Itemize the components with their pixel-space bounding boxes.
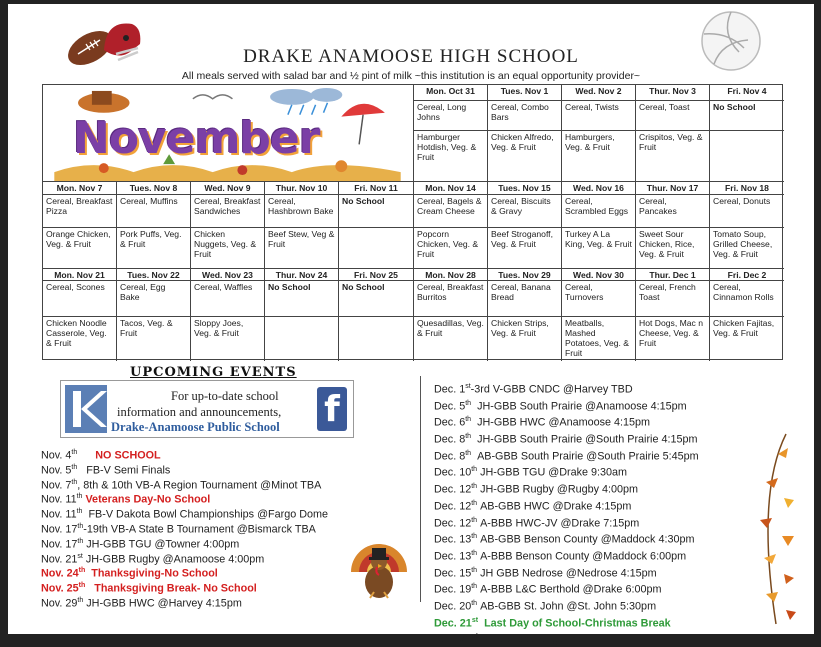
event-description: JH GBB Nedrose @Nedrose 4:15pm	[480, 567, 657, 580]
event-date-suffix: th	[77, 596, 84, 604]
event-date-suffix: th	[471, 533, 478, 541]
calendar-day-header: Wed. Nov 9	[191, 182, 265, 195]
november-banner	[43, 85, 414, 182]
calendar-meal-cell: Crispitos, Veg. & Fruit	[636, 131, 710, 182]
facebook-icon[interactable]: f	[317, 387, 347, 431]
calendar-day-header: Thur. Nov 3	[636, 85, 710, 101]
calendar-day-header: Fri. Dec 2	[710, 269, 784, 281]
event-description: AB-GBB Benson County @Maddock 4:30pm	[480, 533, 695, 546]
event-date: Dec. 13	[434, 550, 472, 563]
calendar-meal-cell: Cereal, Muffins	[117, 195, 191, 228]
calendar-day-header: Thur. Nov 24	[265, 269, 339, 281]
calendar-meal-cell: Cereal, Donuts	[710, 195, 784, 228]
event-description: AB-GBB St. John @St. John 5:30pm	[480, 600, 657, 613]
calendar-meal-cell	[339, 228, 414, 269]
event-description: A-BBB L&C Berthold @Drake 6:00pm	[480, 583, 662, 596]
event-date-suffix: th	[471, 516, 478, 524]
calendar-day-header: Mon. Nov 28	[414, 269, 488, 281]
event-description: AB-GBB HWC @Drake 4:15pm	[480, 500, 632, 513]
calendar-meal-cell: Meatballs, Mashed Potatoes, Veg. & Fruit	[562, 317, 636, 361]
event-date-suffix: th	[77, 537, 84, 545]
event-item	[41, 536, 328, 551]
event-date-suffix: th	[471, 466, 478, 474]
event-item	[434, 447, 699, 464]
event-date: Nov. 5	[41, 464, 72, 477]
event-item	[434, 614, 699, 631]
event-description: AB-GBB South Prairie @South Prairie 5:45pm	[477, 450, 699, 463]
facebook-info-box[interactable]	[60, 380, 354, 438]
event-item	[434, 480, 699, 497]
calendar-meal-cell: Beef Stroganoff, Veg. & Fruit	[488, 228, 562, 269]
event-item	[41, 477, 328, 492]
event-date: Nov. 17	[41, 523, 78, 536]
events-divider	[420, 376, 421, 602]
calendar-day-header: Mon. Nov 7	[43, 182, 117, 195]
event-date: Dec. 21	[434, 633, 472, 646]
calendar-meal-cell: Cereal, Long Johns	[414, 101, 488, 131]
calendar-day-header: Thur. Nov 17	[636, 182, 710, 195]
calendar-meal-cell: Cereal, Hashbrown Bake	[265, 195, 339, 228]
event-date: Nov. 21	[41, 553, 78, 566]
calendar-meal-cell: No School	[265, 281, 339, 317]
calendar-day-header: Fri. Nov 18	[710, 182, 784, 195]
event-date-suffix: st	[77, 552, 83, 560]
calendar-day-header: Thur. Dec 1	[636, 269, 710, 281]
event-date-suffix: st	[471, 633, 479, 641]
event-date: Nov. 11	[41, 493, 77, 506]
event-description: JH-GBB TGU @Towner 4:00pm	[86, 538, 240, 551]
calendar-meal-cell: Sweet Sour Chicken, Rice, Veg. & Fruit	[636, 228, 710, 269]
meal-notice: All meals served with salad bar and ½ pint of milk ~this institution is an equal opportunity provider~	[181, 70, 641, 82]
event-description: End Second Quarter	[484, 633, 589, 646]
event-item	[434, 380, 699, 397]
calendar-meal-cell: Chicken Strips, Veg. & Fruit	[488, 317, 562, 361]
event-item	[41, 506, 328, 521]
events-list-right	[434, 380, 699, 647]
event-date-suffix: th	[471, 583, 478, 591]
event-description: FB-V Semi Finals	[86, 464, 171, 477]
event-description: JH-GBB South Prairie @Anamoose 4:15pm	[477, 400, 687, 413]
fb-info-line1: For up-to-date school	[171, 389, 279, 403]
event-item	[41, 491, 328, 506]
calendar-meal-cell: No School	[339, 195, 414, 228]
calendar-day-header: Tues. Nov 15	[488, 182, 562, 195]
event-description: Thanksgiving-No School	[91, 567, 218, 580]
event-date-suffix: th	[71, 463, 78, 471]
lunch-calendar-grid	[42, 84, 783, 360]
calendar-meal-cell: Cereal, Breakfast Pizza	[43, 195, 117, 228]
event-date-suffix: th	[465, 433, 472, 441]
event-item	[434, 413, 699, 430]
event-date-suffix: th	[471, 566, 478, 574]
calendar-meal-cell: Popcorn Chicken, Veg. & Fruit	[414, 228, 488, 269]
calendar-meal-cell: Chicken Noodle Casserole, Veg. & Fruit	[43, 317, 117, 361]
event-date: Dec. 13	[434, 533, 472, 546]
event-item	[434, 580, 699, 597]
event-description: A-BBB HWC-JV @Drake 7:15pm	[480, 517, 640, 530]
event-date: Dec. 12	[434, 517, 472, 530]
school-k-logo-icon	[65, 385, 107, 433]
event-item	[41, 580, 328, 595]
event-date: Dec. 8	[434, 433, 466, 446]
calendar-meal-cell: Cereal, Pancakes	[636, 195, 710, 228]
calendar-day-header: Tues. Nov 8	[117, 182, 191, 195]
event-item	[434, 547, 699, 564]
calendar-meal-cell: Cereal, Twists	[562, 101, 636, 131]
event-date: Nov. 29	[41, 597, 78, 610]
calendar-day-header: Wed. Nov 2	[562, 85, 636, 101]
event-item	[434, 630, 699, 647]
upcoming-events-heading: UPCOMING EVENTS	[130, 365, 297, 380]
event-date-suffix: th	[465, 399, 472, 407]
event-date-suffix: th	[71, 449, 78, 456]
calendar-day-header: Wed. Nov 16	[562, 182, 636, 195]
event-item	[434, 430, 699, 447]
calendar-meal-cell: Chicken Alfredo, Veg. & Fruit	[488, 131, 562, 182]
event-date-suffix: th	[471, 549, 478, 557]
event-description: -19th VB-A State B Tournament @Bismarck TBA	[83, 523, 316, 536]
event-date: Dec. 8	[434, 450, 466, 463]
calendar-meal-cell: Tacos, Veg. & Fruit	[117, 317, 191, 361]
event-date-suffix: th	[471, 599, 478, 607]
calendar-meal-cell: Cereal, Waffles	[191, 281, 265, 317]
event-item	[41, 551, 328, 566]
calendar-meal-cell: Orange Chicken, Veg. & Fruit	[43, 228, 117, 269]
event-description: NO SCHOOL	[95, 449, 161, 462]
fb-page-name[interactable]: Drake-Anamoose Public School	[111, 420, 280, 434]
banner-title: November	[73, 113, 320, 164]
calendar-meal-cell: Hamburger Hotdish, Veg. & Fruit	[414, 131, 488, 182]
calendar-meal-cell: Cereal, Bagels & Cream Cheese	[414, 195, 488, 228]
calendar-meal-cell: Hot Dogs, Mac n Cheese, Veg. & Fruit	[636, 317, 710, 361]
event-date: Dec. 10	[434, 467, 472, 480]
calendar-meal-cell: Cereal, Banana Bread	[488, 281, 562, 317]
calendar-meal-cell: No School	[710, 101, 784, 131]
event-date: Dec. 21	[434, 617, 472, 630]
calendar-day-header: Fri. Nov 25	[339, 269, 414, 281]
event-item	[434, 497, 699, 514]
calendar-day-header: Tues. Nov 22	[117, 269, 191, 281]
events-list-left	[41, 447, 328, 610]
calendar-day-header: Thur. Nov 10	[265, 182, 339, 195]
event-date: Dec. 6	[434, 416, 466, 429]
calendar-meal-cell: Cereal, Combo Bars	[488, 101, 562, 131]
event-item	[434, 564, 699, 581]
event-item	[434, 530, 699, 547]
event-date-suffix: th	[465, 449, 472, 457]
calendar-meal-cell: No School	[339, 281, 414, 317]
event-date: Dec. 1	[434, 383, 466, 396]
calendar-meal-cell: Cereal, Breakfast Burritos	[414, 281, 488, 317]
calendar-meal-cell: Cereal, Egg Bake	[117, 281, 191, 317]
fb-info-line2: information and announcements,	[117, 405, 282, 419]
event-item	[41, 521, 328, 536]
event-item	[41, 447, 328, 462]
calendar-day-header: Fri. Nov 11	[339, 182, 414, 195]
calendar-day-header: Mon. Oct 31	[414, 85, 488, 101]
event-date-suffix: st	[471, 616, 479, 624]
calendar-day-header: Mon. Nov 21	[43, 269, 117, 281]
event-date: Dec. 19	[434, 583, 472, 596]
autumn-leaves-icon	[726, 434, 806, 624]
calendar-meal-cell: Quesadillas, Veg. & Fruit	[414, 317, 488, 361]
event-description: , 8th & 10th VB-A Region Tournament @Minot TBA	[77, 479, 322, 492]
event-description: Thanksgiving Break- No School	[94, 582, 257, 595]
calendar-meal-cell	[265, 317, 339, 361]
calendar-meal-cell: Chicken Fajitas, Veg. & Fruit	[713, 318, 775, 338]
event-item	[434, 514, 699, 531]
calendar-day-header: Wed. Nov 30	[562, 269, 636, 281]
calendar-meal-cell: Turkey A La King, Veg. & Fruit	[562, 228, 636, 269]
event-date-suffix: th	[76, 493, 83, 501]
event-description: JH-GBB HWC @Anamoose 4:15pm	[477, 416, 651, 429]
event-date: Nov. 25	[41, 582, 79, 595]
event-description: JH-GBB South Prairie @South Prairie 4:15pm	[477, 433, 698, 446]
school-title: DRAKE ANAMOOSE HIGH SCHOOL	[243, 46, 579, 67]
event-date: Nov. 4	[41, 449, 72, 462]
calendar-meal-cell: Pork Puffs, Veg. & Fruit	[117, 228, 191, 269]
calendar-day-header: Tues. Nov 1	[488, 85, 562, 101]
event-description: Last Day of School-Christmas Break	[484, 617, 671, 630]
event-date-suffix: th	[78, 567, 86, 575]
event-date: Dec. 5	[434, 400, 466, 413]
event-description: -3rd V-GBB CNDC @Harvey TBD	[470, 383, 633, 396]
event-date: Nov. 17	[41, 538, 78, 551]
event-date-suffix: th	[71, 478, 78, 486]
event-description: A-BBB Benson County @Maddock 6:00pm	[480, 550, 687, 563]
calendar-day-header: Wed. Nov 23	[191, 269, 265, 281]
event-date: Nov. 24	[41, 567, 79, 580]
event-date-suffix: th	[77, 522, 84, 530]
event-description: JH-GBB Rugby @Anamoose 4:00pm	[85, 553, 265, 566]
calendar-meal-cell: Cereal, Biscuits & Gravy	[488, 195, 562, 228]
calendar-meal-cell	[710, 131, 784, 182]
event-description: Veterans Day-No School	[85, 493, 211, 506]
calendar-meal-cell: Cereal, French Toast	[636, 281, 710, 317]
event-date: Dec. 15	[434, 567, 472, 580]
flyer-page	[8, 4, 814, 646]
event-date-suffix: th	[471, 483, 478, 491]
event-date-suffix: th	[471, 499, 478, 507]
event-date-suffix: st	[465, 383, 471, 390]
event-description: JH-GBB TGU @Drake 9:30am	[480, 467, 628, 480]
event-date-suffix: th	[76, 508, 83, 516]
event-date-suffix: th	[78, 582, 86, 590]
calendar-meal-cell: Chicken Nuggets, Veg. & Fruit	[191, 228, 265, 269]
event-date: Dec. 12	[434, 483, 472, 496]
event-description: JH-GBB HWC @Harvey 4:15pm	[86, 597, 242, 610]
event-date: Nov. 7	[41, 479, 72, 492]
turkey-icon	[348, 532, 410, 602]
calendar-meal-cell: Tomato Soup, Grilled Cheese, Veg. & Fruit	[710, 228, 784, 269]
calendar-meal-cell	[339, 317, 414, 361]
calendar-day-header: Fri. Nov 4	[710, 85, 784, 101]
event-description: JH-GBB Rugby @Rugby 4:00pm	[480, 483, 639, 496]
event-item	[434, 597, 699, 614]
calendar-meal-cell: Cereal, Scones	[43, 281, 117, 317]
calendar-day-header: Mon. Nov 14	[414, 182, 488, 195]
event-item	[41, 595, 328, 610]
calendar-meal-cell: Cereal, Scrambled Eggs	[562, 195, 636, 228]
event-item	[434, 397, 699, 414]
event-date-suffix: th	[465, 416, 472, 424]
calendar-day-header: Tues. Nov 29	[488, 269, 562, 281]
event-date: Nov. 11	[41, 508, 77, 521]
event-date: Dec. 12	[434, 500, 472, 513]
event-description: FB-V Dakota Bowl Championships @Fargo Dome	[88, 508, 329, 521]
calendar-meal-cell: Hamburgers, Veg. & Fruit	[562, 131, 636, 182]
calendar-meal-cell: Cereal, Breakfast Sandwiches	[191, 195, 265, 228]
calendar-meal-cell: Cereal, Cinnamon Rolls	[710, 281, 784, 317]
event-item	[434, 463, 699, 480]
calendar-meal-cell: Beef Stew, Veg & Fruit	[265, 228, 339, 269]
calendar-meal-cell: Cereal, Turnovers	[562, 281, 636, 317]
calendar-meal-cell: Sloppy Joes, Veg. & Fruit	[191, 317, 265, 361]
event-date: Dec. 20	[434, 600, 472, 613]
event-item	[41, 565, 328, 580]
event-item	[41, 462, 328, 477]
calendar-meal-cell: Cereal, Toast	[636, 101, 710, 131]
